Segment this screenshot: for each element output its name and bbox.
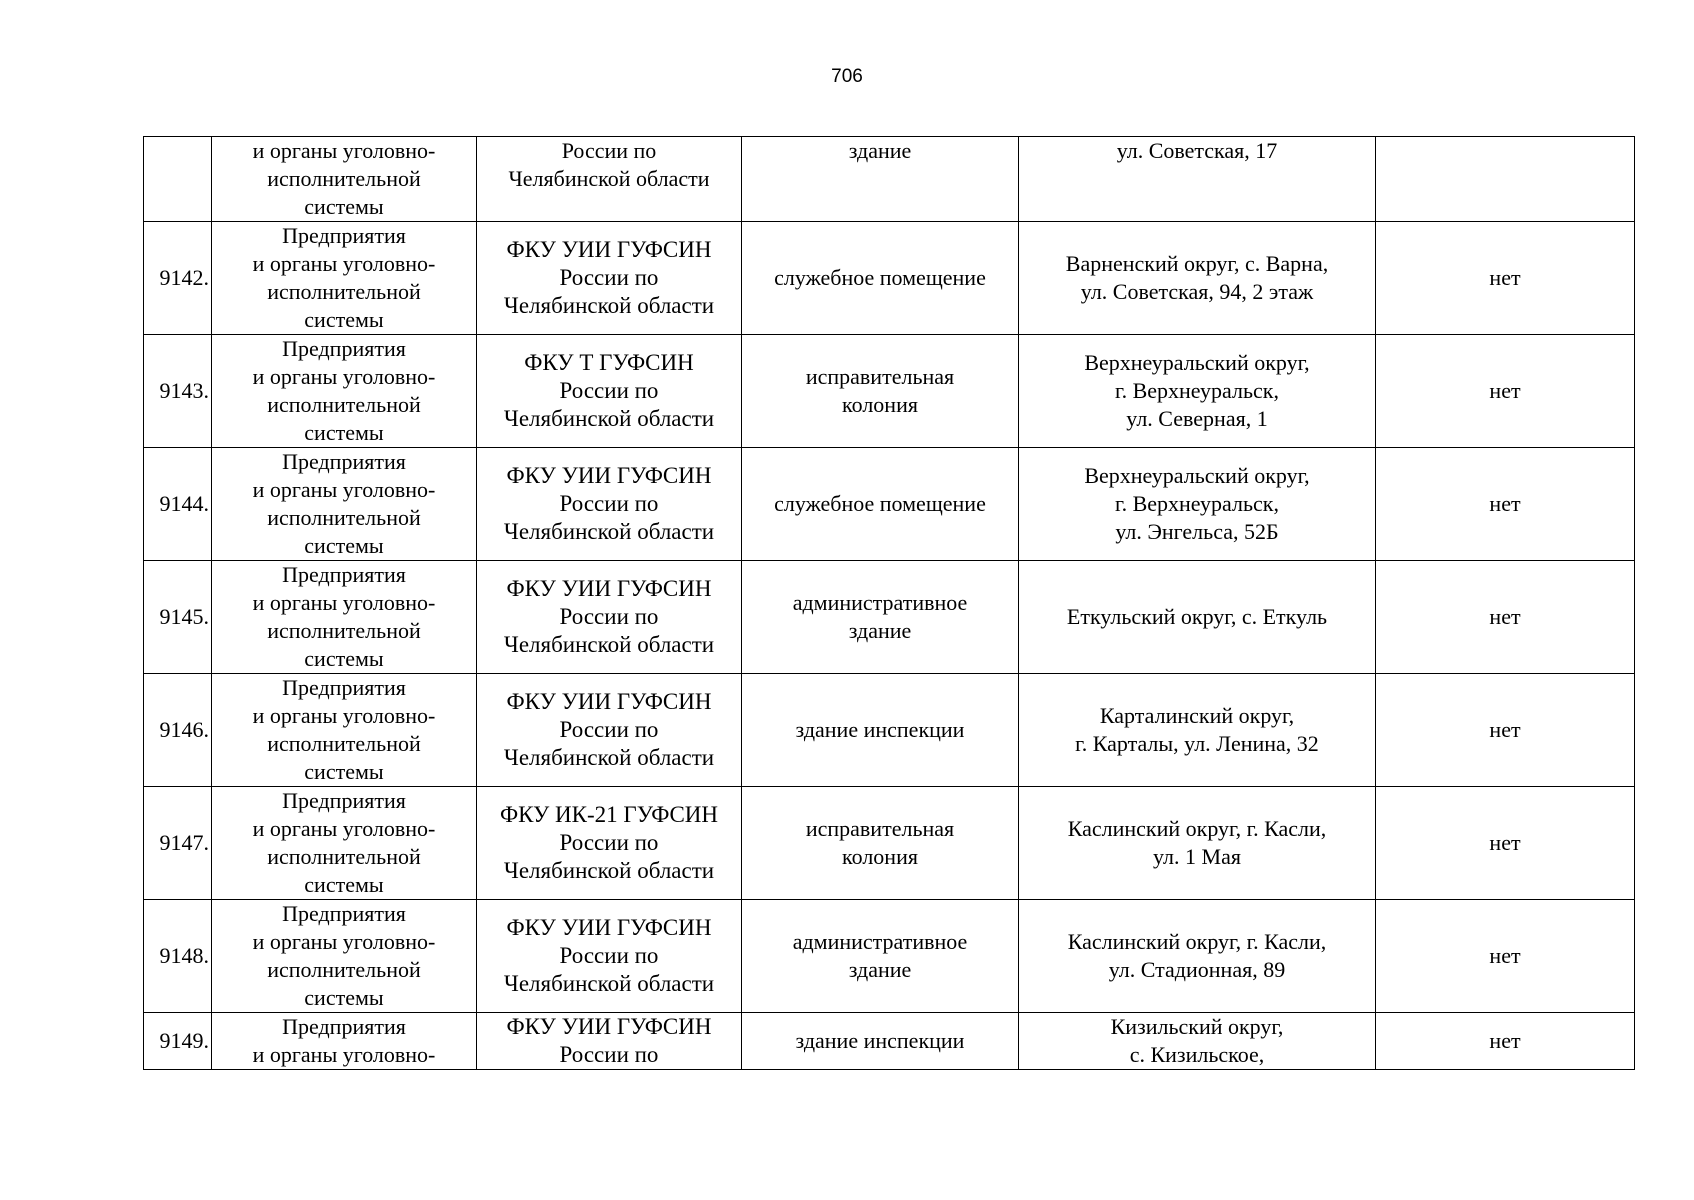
note-cell (1376, 1013, 1635, 1070)
category-cell (212, 1013, 477, 1070)
address-cell (1019, 1013, 1376, 1070)
note-cell (1376, 561, 1635, 674)
object-text: исправительная колония (805, 364, 955, 417)
registry-table (143, 136, 1635, 1070)
object-text: административное здание (792, 929, 968, 982)
table-row (144, 222, 1635, 335)
table-row (144, 448, 1635, 561)
note-text: нет (1489, 1028, 1521, 1053)
page-number: 706 (831, 66, 863, 87)
row-number (144, 137, 212, 222)
organization-cell (477, 448, 742, 561)
note-text: нет (1489, 265, 1521, 290)
category-text: Предприятия и органы уголовно- (252, 1014, 436, 1067)
note-cell (1376, 787, 1635, 900)
note-cell (1376, 900, 1635, 1013)
object-cell (742, 561, 1019, 674)
address-cell (1019, 561, 1376, 674)
table-row-continuation (144, 137, 1635, 222)
category-text: Предприятия и органы уголовно- исполнительной системы (252, 336, 436, 445)
organization-cell (477, 1013, 742, 1070)
object-cell (742, 335, 1019, 448)
category-cell (212, 448, 477, 561)
address-text: Верхнеуральский округ, г. Верхнеуральск, ул. Энгельса, 52Б (1084, 463, 1310, 544)
object-text: здание инспекции (795, 1028, 965, 1053)
note-cell (1376, 448, 1635, 561)
organization-text: ФКУ УИИ ГУФСИН России по Челябинской области (503, 463, 715, 544)
address-cell (1019, 674, 1376, 787)
table-row (144, 561, 1635, 674)
category-cell (212, 674, 477, 787)
table-row (144, 787, 1635, 900)
object-cell (742, 900, 1019, 1013)
object-text: здание (848, 138, 912, 163)
object-cell (742, 1013, 1019, 1070)
address-cell (1019, 222, 1376, 335)
category-cell (212, 561, 477, 674)
organization-text: ФКУ УИИ ГУФСИН России по (506, 1014, 712, 1067)
organization-cell (477, 787, 742, 900)
category-text: Предприятия и органы уголовно- исполнительной системы (252, 788, 436, 897)
note-cell (1376, 222, 1635, 335)
object-text: здание инспекции (795, 717, 965, 742)
note-text: нет (1489, 717, 1521, 742)
row-number: 9147. (144, 787, 212, 900)
address-cell (1019, 787, 1376, 900)
address-text: Кизильский округ, с. Кизильское, (1110, 1014, 1284, 1067)
address-cell (1019, 335, 1376, 448)
address-text: Верхнеуральский округ, г. Верхнеуральск, ул. Северная, 1 (1084, 350, 1310, 431)
table-row (144, 1013, 1635, 1070)
table-row (144, 335, 1635, 448)
address-cell (1019, 448, 1376, 561)
object-cell (742, 787, 1019, 900)
object-cell (742, 448, 1019, 561)
address-text: Варненский округ, с. Варна, ул. Советская, 94, 2 этаж (1065, 251, 1329, 304)
row-number: 9146. (144, 674, 212, 787)
organization-cell (477, 561, 742, 674)
object-cell (742, 137, 1019, 222)
row-number: 9142. (144, 222, 212, 335)
row-number: 9143. (144, 335, 212, 448)
organization-text: ФКУ УИИ ГУФСИН России по Челябинской области (503, 237, 715, 318)
note-text: нет (1489, 378, 1521, 403)
note-text: нет (1489, 943, 1521, 968)
category-cell (212, 222, 477, 335)
row-number: 9144. (144, 448, 212, 561)
object-text: служебное помещение (774, 491, 986, 516)
note-text: нет (1489, 604, 1521, 629)
note-text: нет (1489, 830, 1521, 855)
organization-cell (477, 137, 742, 222)
object-text: исправительная колония (805, 816, 955, 869)
address-text: Еткульский округ, с. Еткуль (1066, 604, 1328, 629)
category-text: Предприятия и органы уголовно- исполнительной системы (252, 449, 436, 558)
note-cell (1376, 674, 1635, 787)
address-text: ул. Советская, 17 (1116, 138, 1278, 163)
organization-cell (477, 222, 742, 335)
row-number: 9145. (144, 561, 212, 674)
organization-text: ФКУ Т ГУФСИН России по Челябинской области (503, 350, 715, 431)
object-cell (742, 674, 1019, 787)
organization-text: ФКУ УИИ ГУФСИН России по Челябинской области (503, 915, 715, 996)
organization-text: ФКУ УИИ ГУФСИН России по Челябинской области (503, 689, 715, 770)
row-number: 9149. (144, 1013, 212, 1070)
category-text: Предприятия и органы уголовно- исполнительной системы (252, 562, 436, 671)
category-cell (212, 900, 477, 1013)
category-text: и органы уголовно- исполнительной системы (252, 138, 436, 219)
organization-cell (477, 674, 742, 787)
table-row (144, 674, 1635, 787)
note-cell (1376, 137, 1635, 222)
category-cell (212, 335, 477, 448)
category-text: Предприятия и органы уголовно- исполнительной системы (252, 223, 436, 332)
address-text: Каслинский округ, г. Касли, ул. 1 Мая (1067, 816, 1327, 869)
category-text: Предприятия и органы уголовно- исполнительной системы (252, 675, 436, 784)
organization-cell (477, 900, 742, 1013)
row-number: 9148. (144, 900, 212, 1013)
table-row (144, 900, 1635, 1013)
note-text: нет (1489, 491, 1521, 516)
category-text: Предприятия и органы уголовно- исполнительной системы (252, 901, 436, 1010)
object-text: административное здание (792, 590, 968, 643)
address-cell (1019, 900, 1376, 1013)
organization-text: России по Челябинской области (508, 138, 710, 191)
category-cell (212, 787, 477, 900)
address-cell (1019, 137, 1376, 222)
organization-cell (477, 335, 742, 448)
address-text: Каслинский округ, г. Касли, ул. Стадионная, 89 (1067, 929, 1327, 982)
object-text: служебное помещение (774, 265, 986, 290)
organization-text: ФКУ ИК-21 ГУФСИН России по Челябинской области (499, 802, 719, 883)
organization-text: ФКУ УИИ ГУФСИН России по Челябинской области (503, 576, 715, 657)
category-cell (212, 137, 477, 222)
object-cell (742, 222, 1019, 335)
note-cell (1376, 335, 1635, 448)
address-text: Карталинский округ, г. Карталы, ул. Ленина, 32 (1075, 703, 1319, 756)
